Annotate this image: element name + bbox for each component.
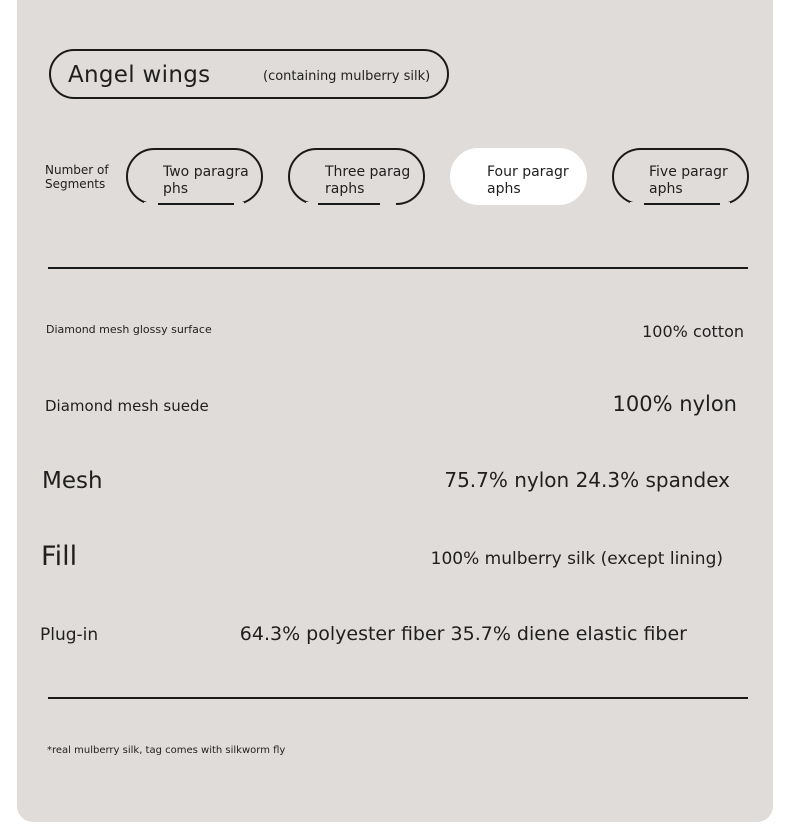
material-value-plugin: 64.3% polyester fiber 35.7% diene elastic fiber <box>239 623 687 645</box>
material-label-fill: Fill <box>41 541 78 572</box>
segment-option-five[interactable] <box>612 148 749 205</box>
segment-option-label: Four paragraphs <box>487 164 569 197</box>
segment-option-label: Three paragraphs <box>325 164 411 197</box>
product-title: Angel wings <box>68 62 211 88</box>
segment-option-label: Two paragraphs <box>163 164 249 197</box>
product-title-pill <box>49 49 449 99</box>
top-divider <box>48 267 748 269</box>
material-label-plugin: Plug-in <box>40 625 99 645</box>
segments-label: Number of Segments <box>45 163 109 191</box>
segment-option-four[interactable] <box>450 148 587 205</box>
bottom-divider <box>48 697 748 699</box>
material-label-suede: Diamond mesh suede <box>45 397 209 415</box>
footnote: *real mulberry silk, tag comes with silkworm fly <box>47 745 286 756</box>
segment-option-three[interactable] <box>288 148 425 205</box>
material-value-suede: 100% nylon <box>612 392 737 416</box>
segment-option-label: Five paragraphs <box>649 164 728 197</box>
material-value-mesh: 75.7% nylon 24.3% spandex <box>444 468 730 492</box>
material-label-mesh: Mesh <box>42 468 103 494</box>
material-value-fill: 100% mulberry silk (except lining) <box>430 549 723 569</box>
material-label-glossy: Diamond mesh glossy surface <box>46 323 212 336</box>
material-value-glossy: 100% cotton <box>642 322 744 341</box>
segment-option-two[interactable] <box>126 148 263 205</box>
product-subtitle: (containing mulberry silk) <box>263 69 431 84</box>
